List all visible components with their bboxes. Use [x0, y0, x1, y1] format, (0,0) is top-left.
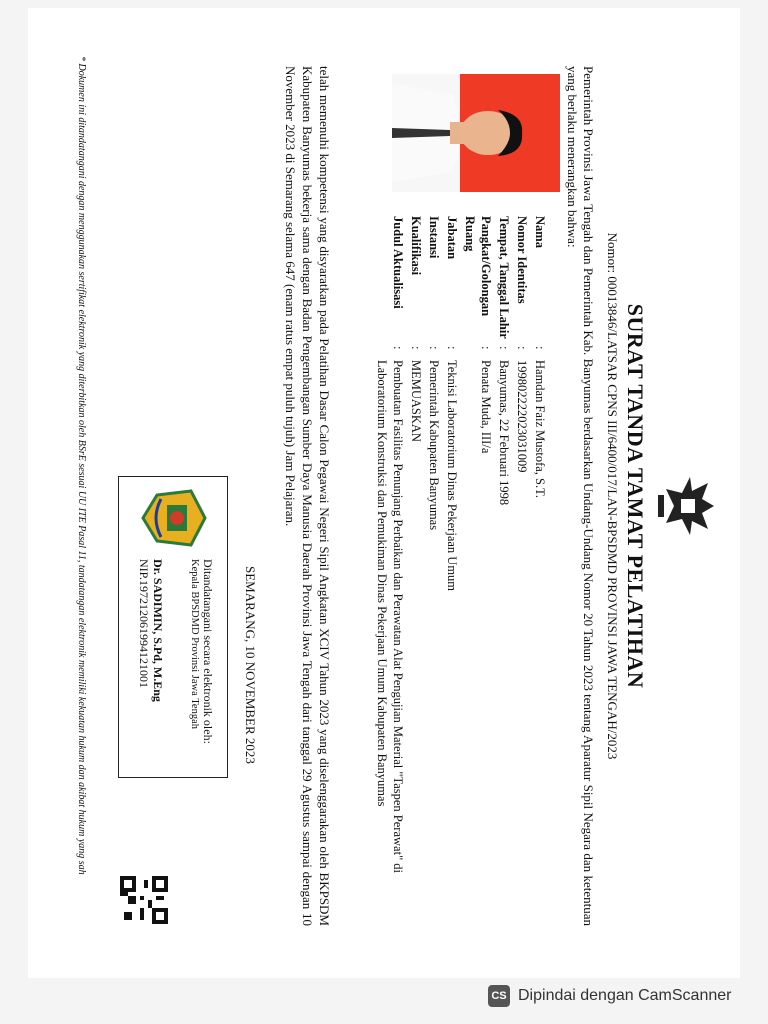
- document-page: [28, 8, 740, 978]
- field-row: Pangkat/Golongan Ruang : Penata Muda, III/a: [462, 216, 494, 876]
- field-value: Pembuatan Fasilitas Penunjang Perbaikan dan Perawatan Alat Pengujian Material "Taspen Perawat" di Laboratorium Konstruksi dan Pemukiman Dinas Pekerjaan Umum Kabupaten Banyumas: [375, 360, 405, 874]
- field-value: Pemerintah Kabupaten Banyumas: [427, 360, 441, 531]
- field-value: Teknisi Laboratorium Dinas Pekerjaan Umum: [445, 360, 459, 592]
- certificate-title: SURAT TANDA TAMAT PELATIHAN: [623, 303, 648, 689]
- camscanner-watermark: [488, 985, 731, 1007]
- signer-name: Dr. SADIMIN, S.Pd, M.Eng: [151, 559, 165, 702]
- participant-photo: [392, 74, 560, 192]
- field-value: MEMUASKAN: [409, 360, 423, 442]
- footnote: * Dokumen ini ditandatangani dengan menggunakan sertifikat elektronik yang diterbitkan oleh BSrE sesuai UU ITE Pasal 11, tandatangan elektronik memiliki kekuatan hukum dan akibat hukum yang sah: [76, 56, 87, 875]
- field-label: Tempat, Tanggal Lahir: [497, 216, 511, 339]
- field-row: Nama : Hamdan Faiz Mustofa, S.T.: [532, 216, 548, 876]
- signature-block: [137, 559, 215, 744]
- field-value: Penata Muda, III/a: [479, 360, 493, 454]
- rotated-certificate: [28, 26, 728, 966]
- signature-line1: Ditandatangani secara elektronik oleh:: [201, 559, 215, 744]
- signature-box: [118, 476, 228, 778]
- field-label: Nomor Identitas: [515, 216, 529, 304]
- signature-line2: Kepala BPSDMD Provinsi Jawa Tengah: [189, 559, 200, 729]
- field-value: Banyumas, 22 Februari 1998: [497, 360, 511, 506]
- signer-nip: NIP.197212061994121001: [137, 559, 151, 689]
- place-date: SEMARANG, 10 NOVEMBER 2023: [243, 566, 258, 764]
- field-row: Jabatan : Teknisi Laboratorium Dinas Pekerjaan Umum: [444, 216, 460, 876]
- certificate-number: Nomor: 00013846/LATSAR CPNS III/6400/017/LAN-BPSDMD PROVINSI JAWA TENGAH/2023: [605, 232, 620, 760]
- field-label: Judul Aktualisasi: [391, 216, 405, 309]
- intro-paragraph: Pemerintah Provinsi Jawa Tengah dan Pemerintah Kab. Banyumas berdasarkan Undang-Undang Nomor 20 Tahun 2023 tentang Aparatur Sipil Negara dan ketentuan yang berlaku menerangkan bahwa:: [565, 66, 596, 926]
- field-label: Nama: [533, 216, 547, 248]
- field-row: Nomor Identitas : 199802222023031009: [514, 216, 530, 876]
- field-row: Kualifikasi : MEMUASKAN: [408, 216, 424, 876]
- field-label: Kualifikasi: [409, 216, 423, 276]
- field-label: Pangkat/Golongan Ruang: [463, 216, 493, 317]
- garuda-emblem-icon: [652, 471, 722, 541]
- field-label: Instansi: [427, 216, 441, 259]
- completion-statement: telah memenuhi kompetensi yang disyaratkan pada Pelatihan Dasar Calon Pegawai Negeri Sipil Angkatan XCIV Tahun 2023 yang diselenggarakan oleh BKPSDM Kabupaten Banyumas bekerja sama dengan Badan Pengembangan Sumber Daya Manusia Daerah Provinsi Jawa Tengah dari tanggal 29 Agustus sampai dengan 10 November 2023 di Semarang selama 647 (enam ratus empat puluh tujuh) Jam Pelajaran.: [283, 66, 332, 926]
- field-value: 199802222023031009: [515, 360, 529, 473]
- field-label: Jabatan: [445, 216, 459, 260]
- qr-code-icon: [120, 876, 168, 924]
- field-row: Tempat, Tanggal Lahir : Banyumas, 22 Februari 1998: [496, 216, 512, 876]
- field-value: Hamdan Faiz Mustofa, S.T.: [533, 360, 547, 498]
- camscanner-label: Dipindai dengan CamScanner: [518, 987, 732, 1004]
- field-row: Instansi : Pemerintah Kabupaten Banyumas: [426, 216, 442, 876]
- participant-details: [372, 216, 548, 876]
- provincial-logo-icon: [139, 485, 209, 551]
- camscanner-logo-icon: CS: [488, 985, 510, 1007]
- field-row: Judul Aktualisasi : Pembuatan Fasilitas Penunjang Perbaikan dan Perawatan Alat Pengujian Material "Taspen Perawat" di Laboratorium Konstruksi dan Pemukiman Dinas Pekerjaan Umum Kabupaten Banyumas: [374, 216, 406, 876]
